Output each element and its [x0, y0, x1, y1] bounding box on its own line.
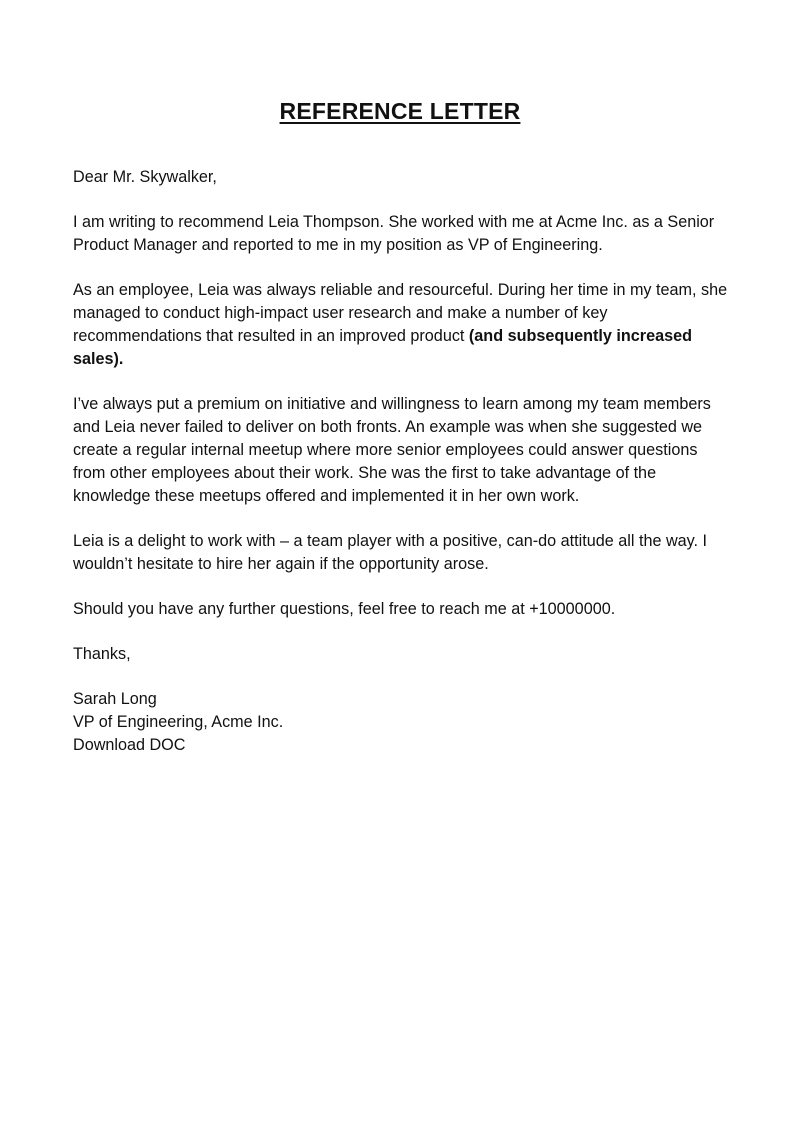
paragraph-initiative: I’ve always put a premium on initiative and willingness to learn among my team members and Leia never failed to deliver on both fronts. An example was when she suggested we create a regular internal meetup where more senior employees could answer questions from other employees about their work. She was the first to take advantage of the knowledge these meetups offered and implemented it in her own work. [73, 395, 711, 505]
signature-position: VP of Engineering, Acme Inc. [73, 713, 284, 731]
paragraph-employee-qualities-text: As an employee, Leia was always reliable and resourceful. During her time in my team, she managed to conduct high-impact user research and make a number of key recommendations that resulted in an improved product [73, 281, 728, 345]
signature-name: Sarah Long [73, 690, 157, 708]
download-doc-link[interactable]: Download DOC [73, 736, 186, 754]
greeting: Dear Mr. Skywalker, [73, 168, 217, 186]
closing: Thanks, [73, 645, 131, 663]
paragraph-employee-qualities-bold: (and subsequently increased sales). [73, 327, 692, 368]
paragraph-contact: Should you have any further questions, feel free to reach me at +10000000. [73, 600, 616, 618]
paragraph-employee-qualities [73, 279, 733, 371]
paragraph-recommendation: I am writing to recommend Leia Thompson. She worked with me at Acme Inc. as a Senior Product Manager and reported to me in my position as VP of Engineering. [73, 213, 715, 254]
letter-body [73, 166, 733, 757]
letter-title: REFERENCE LETTER [279, 98, 521, 124]
paragraph-team-player: Leia is a delight to work with – a team player with a positive, can-do attitude all the way. I wouldn’t hesitate to hire her again if the opportunity arose. [73, 532, 708, 573]
